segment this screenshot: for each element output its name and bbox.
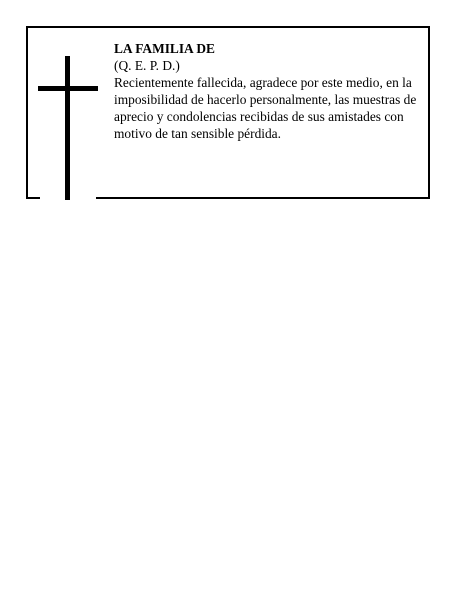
cross-vertical-bar xyxy=(65,56,70,200)
notice-message: Recientemente fallecida, agradece por este medio, en la imposibilidad de hacerlo personalmente, las muestras de aprecio y condolencias recibidas de sus amistades con motivo de tan sensible pérdida. xyxy=(114,75,417,141)
notice-title: LA FAMILIA DE xyxy=(114,41,215,56)
notice-subtitle: (Q. E. P. D.) xyxy=(114,58,180,73)
obituary-notice-box xyxy=(26,26,430,199)
notice-text xyxy=(114,40,424,142)
cross-horizontal-bar xyxy=(38,86,98,91)
